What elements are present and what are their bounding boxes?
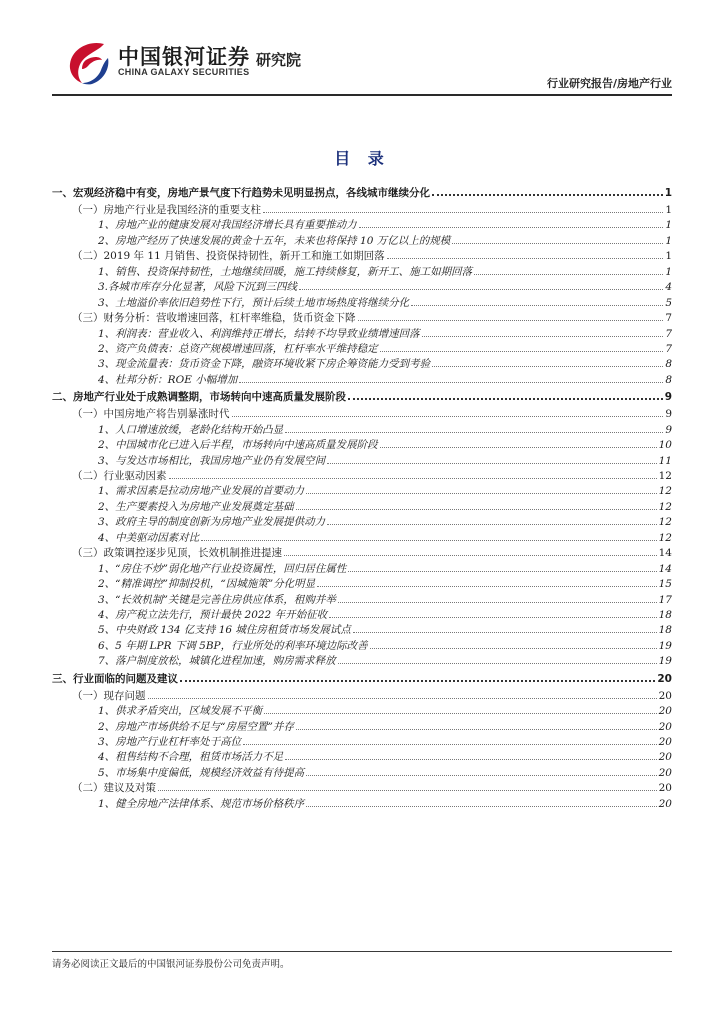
toc-page-number: 15 — [658, 578, 672, 591]
toc-page-number: 9 — [665, 423, 672, 436]
toc-entry-level3[interactable] — [52, 484, 672, 499]
toc-entry-level1[interactable] — [52, 184, 672, 203]
toc-page-number: 12 — [658, 516, 672, 529]
toc-entry-label: （二）2019 年 11 月销售、投资保持韧性，新开工和施工如期回落 — [72, 250, 385, 263]
toc-page-number: 9 — [665, 408, 672, 421]
toc-leader-dots — [432, 357, 663, 367]
toc-entry-label: 1、供求矛盾突出，区域发展不平衡 — [98, 705, 263, 718]
toc-leader-dots — [387, 249, 664, 259]
toc-entry-label: 2、“精准调控”抑制投机，“因城施策”分化明显 — [98, 578, 316, 591]
toc-leader-dots — [285, 423, 663, 433]
toc-title: 目 录 — [334, 149, 390, 168]
toc-page-number: 12 — [658, 485, 672, 498]
toc-entry-label: （三）财务分析：营收增速回落，杠杆率维稳，货币资金下降 — [72, 312, 356, 325]
table-of-contents — [52, 184, 672, 812]
toc-entry-label: 1、需求因素是拉动房地产业发展的首要动力 — [98, 485, 305, 498]
toc-leader-dots — [358, 311, 664, 321]
toc-entry-level2[interactable] — [52, 781, 672, 796]
toc-entry-level1[interactable] — [52, 670, 672, 689]
toc-leader-dots — [353, 623, 657, 633]
toc-leader-dots — [169, 469, 657, 479]
toc-leader-dots — [338, 654, 657, 664]
toc-leader-dots — [452, 234, 663, 244]
toc-leader-dots — [296, 720, 657, 730]
toc-page-number: 12 — [658, 531, 672, 544]
toc-entry-label: （三）政策调控逐步见顶，长效机制推进提速 — [72, 547, 282, 560]
toc-leader-dots — [299, 280, 663, 290]
toc-page-number: 1 — [665, 265, 672, 278]
toc-entry-level3[interactable] — [52, 357, 672, 372]
header-divider — [52, 94, 672, 96]
toc-entry-label: 4、租售结构不合理，租赁市场活力不足 — [98, 751, 284, 764]
logo-chinese-name: 中国银河证券 — [118, 45, 250, 69]
toc-entry-label: 1、“房住不炒”弱化地产行业投资属性，回归居住属性 — [98, 562, 347, 575]
toc-entry-level3[interactable] — [52, 327, 672, 342]
toc-leader-dots — [263, 203, 663, 213]
toc-entry-level3[interactable] — [52, 296, 672, 311]
toc-page-number: 5 — [665, 296, 672, 309]
toc-entry-label: （二）建议及对策 — [72, 782, 156, 795]
toc-entry-level3[interactable] — [52, 423, 672, 438]
toc-entry-level3[interactable] — [52, 500, 672, 515]
toc-leader-dots — [370, 639, 657, 649]
toc-entry-label: 1、人口增速放缓，老龄化结构开始凸显 — [98, 423, 284, 436]
toc-page-number: 19 — [658, 655, 672, 668]
toc-entry-label: 3、“长效机制”关键是完善住房供应体系，租购并举 — [98, 593, 336, 606]
galaxy-logo-icon — [64, 38, 114, 88]
toc-entry-label: 1、利润表：营业收入、利润维持正增长，结转不均导致业绩增速回落 — [98, 327, 420, 340]
toc-entry-level3[interactable] — [52, 531, 672, 546]
toc-entry-level1[interactable] — [52, 388, 672, 407]
toc-entry-label: （二）行业驱动因素 — [72, 470, 167, 482]
toc-page-number: 1 — [665, 250, 672, 263]
footer-divider — [52, 951, 672, 952]
toc-page-number: 1 — [665, 234, 672, 247]
toc-page-number: 19 — [658, 639, 672, 652]
toc-page-number: 20 — [658, 720, 672, 733]
toc-entry-label: 3、现金流量表：货币资金下降，融资环境收紧下房企筹资能力受到考验 — [98, 358, 431, 371]
toc-leader-dots — [296, 500, 657, 510]
toc-leader-dots — [239, 373, 663, 383]
toc-page-number: 14 — [658, 562, 672, 575]
toc-entry-level3[interactable] — [52, 750, 672, 765]
toc-entry-label: 3、房地产行业杠杆率处于高位 — [98, 736, 242, 748]
toc-leader-dots — [201, 531, 656, 541]
toc-entry-label: 二、房地产行业处于成熟调整期，市场转向中速高质量发展阶段 — [52, 391, 346, 404]
toc-leader-dots — [306, 766, 656, 776]
toc-entry-label: 2、房地产经历了快速发展的黄金十五年，未来也将保持 10 万亿以上的规模 — [98, 234, 451, 247]
toc-leader-dots — [432, 185, 663, 196]
toc-entry-level3[interactable] — [52, 234, 672, 249]
toc-leader-dots — [348, 562, 656, 572]
toc-entry-label: 2、资产负债表：总资产规模增速回落，杠杆率水平维持稳定 — [98, 342, 378, 355]
toc-page-number: 14 — [658, 547, 672, 560]
toc-entry-level3[interactable] — [52, 797, 672, 812]
toc-page-number: 20 — [658, 766, 672, 779]
toc-page-number: 20 — [658, 797, 672, 810]
toc-page-number: 9 — [664, 391, 672, 404]
toc-leader-dots — [359, 218, 664, 228]
toc-leader-dots — [243, 735, 656, 745]
toc-entry-level2[interactable] — [52, 407, 672, 422]
toc-entry-level3[interactable] — [52, 593, 672, 608]
toc-entry-level3[interactable] — [52, 562, 672, 577]
toc-leader-dots — [180, 671, 655, 682]
toc-entry-level3[interactable] — [52, 218, 672, 233]
toc-entry-label: 2、中国城市化已进入后半程，市场转向中速高质量发展阶段 — [98, 439, 378, 452]
toc-entry-label: 一、宏观经济稳中有变，房地产景气度下行趋势未见明显拐点，各线城市继续分化 — [52, 187, 430, 199]
toc-entry-label: 4、房产税立法先行，预计最快 2022 年开始征收 — [98, 608, 328, 621]
toc-entry-level3[interactable] — [52, 438, 672, 453]
toc-leader-dots — [264, 704, 656, 714]
toc-page-number: 7 — [665, 342, 672, 355]
toc-leader-dots — [306, 797, 656, 807]
toc-entry-label: 7、落户制度放松，城镇化进程加速，购房需求释放 — [98, 655, 336, 668]
toc-page-number: 20 — [658, 736, 672, 748]
toc-page-number: 10 — [658, 439, 672, 452]
toc-entry-label: 1、健全房地产法律体系、规范市场价格秩序 — [98, 797, 305, 810]
toc-entry-label: 2、房地产市场供给不足与“房屋空置”并存 — [98, 720, 294, 733]
toc-entry-label: （一）中国房地产将告别暴涨时代 — [72, 408, 230, 421]
toc-leader-dots — [327, 515, 656, 525]
toc-entry-level2[interactable] — [52, 546, 672, 561]
toc-leader-dots — [306, 484, 656, 494]
toc-page-number: 20 — [658, 782, 672, 795]
toc-entry-label: 3、土地溢价率依旧趋势性下行，预计后续土地市场热度将继续分化 — [98, 296, 410, 309]
toc-page-number: 1 — [664, 187, 672, 199]
toc-page-number: 1 — [665, 204, 672, 216]
page-header — [0, 0, 724, 96]
toc-leader-dots — [348, 389, 663, 400]
toc-entry-level3[interactable] — [52, 280, 672, 295]
toc-entry-label: 1、房地产业的健康发展对我国经济增长具有重要推动力 — [98, 219, 357, 232]
toc-page-number: 8 — [665, 358, 672, 371]
toc-entry-label: （一）房地产行业是我国经济的重要支柱 — [72, 204, 261, 216]
toc-page-number: 20 — [658, 751, 672, 764]
toc-entry-level2[interactable] — [52, 689, 672, 704]
toc-page-number: 4 — [665, 281, 672, 294]
logo-english-name: CHINA GALAXY SECURITIES — [118, 67, 250, 77]
toc-entry-level3[interactable] — [52, 608, 672, 623]
toc-entry-level3[interactable] — [52, 639, 672, 654]
toc-leader-dots — [285, 750, 656, 760]
toc-entry-level3[interactable] — [52, 720, 672, 735]
toc-page-number: 17 — [658, 593, 672, 606]
toc-entry-label: 3、与发达市场相比，我国房地产业仍有发展空间 — [98, 454, 326, 467]
toc-page-number: 20 — [658, 705, 672, 718]
toc-page-number: 7 — [665, 327, 672, 340]
toc-entry-label: （一）现存问题 — [72, 689, 146, 702]
toc-page-number: 1 — [665, 219, 672, 232]
toc-entry-label: 5、市场集中度偏低，规模经济效益有待提高 — [98, 766, 305, 779]
toc-entry-level2[interactable] — [52, 203, 672, 218]
toc-entry-label: 3.各城市库存分化显著，风险下沉到三四线 — [98, 281, 298, 294]
logo-subtitle: 研究院 — [256, 51, 302, 69]
toc-entry-level3[interactable] — [52, 342, 672, 357]
report-type: 行业研究报告/房地产行业 — [546, 77, 672, 90]
toc-entry-label: 5、中央财政 134 亿支持 16 城住房租赁市场发展试点 — [98, 624, 351, 637]
toc-entry-label: 2、生产要素投入为房地产业发展奠定基础 — [98, 500, 294, 513]
toc-entry-level2[interactable] — [52, 469, 672, 484]
toc-entry-level3[interactable] — [52, 454, 672, 469]
toc-leader-dots — [338, 593, 657, 603]
toc-leader-dots — [380, 342, 664, 352]
toc-entry-level2[interactable] — [52, 311, 672, 326]
toc-leader-dots — [327, 454, 656, 464]
toc-entry-level3[interactable] — [52, 515, 672, 530]
toc-entry-level3[interactable] — [52, 735, 672, 750]
toc-leader-dots — [158, 781, 657, 791]
toc-leader-dots — [284, 546, 657, 556]
toc-entry-level2[interactable] — [52, 249, 672, 264]
toc-entry-label: 4、杜邦分析：ROE 小幅增加 — [98, 373, 238, 386]
toc-page-number: 11 — [658, 454, 672, 467]
toc-entry-label: 4、中美驱动因素对比 — [98, 531, 200, 544]
toc-page-number: 7 — [665, 312, 672, 325]
toc-page-number: 12 — [658, 500, 672, 513]
toc-leader-dots — [380, 438, 657, 448]
toc-entry-level3[interactable] — [52, 623, 672, 638]
toc-page-number: 12 — [658, 470, 672, 482]
disclaimer-note: 请务必阅读正文最后的中国银河证券股份公司免责声明。 — [52, 959, 290, 970]
toc-leader-dots — [232, 407, 664, 417]
toc-entry-level3[interactable] — [52, 265, 672, 280]
toc-leader-dots — [329, 608, 657, 618]
toc-entry-label: 3、政府主导的制度创新为房地产业发展提供动力 — [98, 516, 326, 529]
toc-leader-dots — [411, 296, 663, 306]
toc-leader-dots — [317, 577, 656, 587]
toc-leader-dots — [474, 265, 663, 275]
toc-entry-label: 6、5 年期 LPR 下调 5BP，行业所处的利率环境边际改善 — [98, 639, 368, 652]
toc-entry-level3[interactable] — [52, 654, 672, 669]
toc-entry-label: 三、行业面临的问题及建议 — [52, 672, 178, 685]
toc-page-number: 8 — [665, 373, 672, 386]
toc-entry-level3[interactable] — [52, 766, 672, 781]
toc-entry-level3[interactable] — [52, 577, 672, 592]
toc-entry-level3[interactable] — [52, 704, 672, 719]
toc-entry-label: 1、销售、投资保持韧性，土地继续回暖，施工持续修复，新开工、施工如期回落 — [98, 265, 473, 278]
toc-page-number: 20 — [657, 672, 672, 685]
toc-page-number: 20 — [658, 689, 672, 702]
toc-entry-level3[interactable] — [52, 373, 672, 388]
toc-page-number: 18 — [658, 624, 672, 637]
toc-leader-dots — [422, 327, 664, 337]
toc-leader-dots — [148, 689, 657, 699]
toc-page-number: 18 — [658, 608, 672, 621]
